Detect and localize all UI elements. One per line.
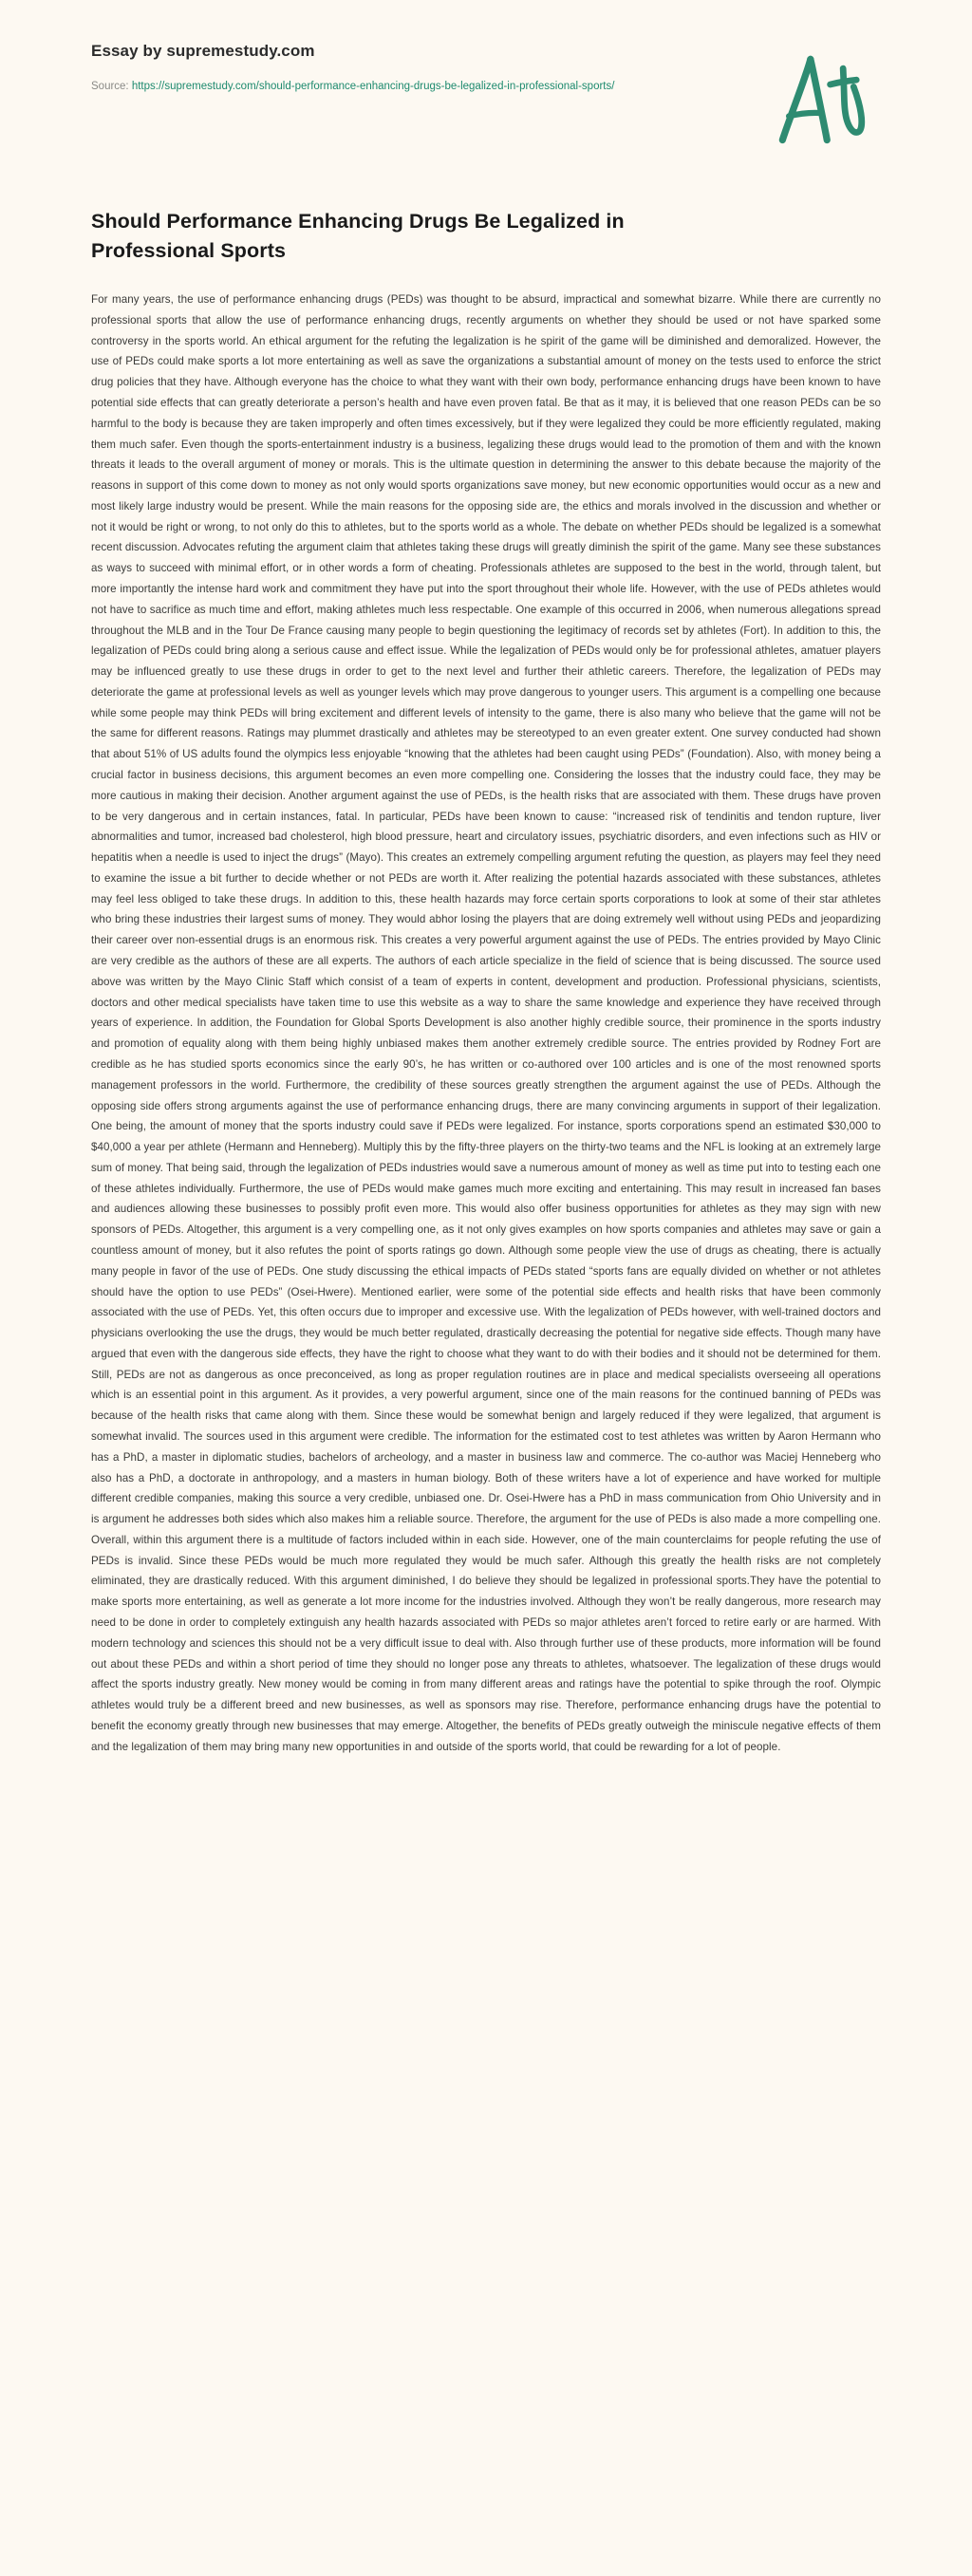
brand-title: Essay by supremestudy.com <box>91 42 315 60</box>
source-url-link[interactable]: https://supremestudy.com/should-performance-enhancing-drugs-be-legalized-in-professional-sports/ <box>131 81 615 93</box>
page-title: Should Performance Enhancing Drugs Be Legalized in Professional Sports <box>91 210 625 262</box>
source-label: Source: <box>91 81 129 93</box>
article-body <box>0 207 972 1815</box>
source-line <box>91 77 614 96</box>
page-header <box>0 0 972 154</box>
header-text-block <box>91 42 614 97</box>
a-plus-logo-icon <box>765 44 875 154</box>
essay-paragraph: For many years, the use of performance enhancing drugs (PEDs) was thought to be absurd, impractical and somewhat bizarre. While there are currently no professional sports that allow the use of performance enhancing drugs, recently arguments on whether they should be used or not have sparked some controversy in the sports world. An ethical argument for the refuting the legalization is he spirit of the game will be diminished and demoralized. However, the use of PEDs could make sports a lot more entertaining as well as save the organizations a substantial amount of money on the tests used to enforce the strict drug policies that they have. Although everyone has the choice to what they want with their own body, performance enhancing drugs have been known to have potential side effects that can greatly deteriorate a person’s health and have even proven fatal. Be that as it may, it is believed that one reason PEDs can be so harmful to the body is because they are taken improperly and often times excessively, but if they were legalized they could be more efficiently regulated, making them much safer. Even though the sports-entertainment industry is a business, legalizing these drugs would lead to the promotion of them and with the known threats it leads to the overall argument of money or morals. This is the ultimate question in determining the answer to this debate because the majority of the reasons in support of this come down to money as not only would sports organizations save money, but new economic opportunities would occur as a new and most likely large industry would be present. While the main reasons for the opposing side are, the ethics and morals involved in the discussion and whether or not it would be right or wrong, to not only do this to athletes, but to the sports world as a whole. The debate on whether PEDs should be legalized is a somewhat recent discussion. Advocates refuting the argument claim that athletes taking these drugs will greatly diminish the spirit of the game. Many see these substances as ways to succeed with minimal effort, or in other words a form of cheating. Professionals athletes are supposed to the best in the world, through talent, but more importantly the intense hard work and commitment they have put into the sport throughout their whole life. However, with the use of PEDs athletes would not have to sacrifice as much time and effort, making athletes much less respectable. One example of this occurred in 2006, when numerous allegations spread throughout the MLB and in the Tour De France causing many people to begin questioning the legitimacy of records set by athletes (Fort). In addition to this, the legalization of PEDs could bring along a serious cause and effect issue. While the legalization of PEDs would only be for professional athletes, amatuer players may be influenced greatly to use these drugs in order to get to the next level and further their athletic careers. Therefore, the legalization of PEDs may deteriorate the game at professional levels as well as younger levels which may prove dangerous to younger users. This argument is a compelling one because while some people may think PEDs will bring excitement and different levels of intensity to the game, there is also many who believe that the game will not be the same for different reasons. Ratings may plummet drastically and athletes may be stereotyped to an even greater extent. One survey conducted had shown that about 51% of US adults found the olympics less enjoyable “knowing that the athletes had been caught using PEDs” (Foundation). Also, with money being a crucial factor in business decisions, this argument becomes an even more compelling one. Considering the losses that the industry could face, they may be more cautious in making their decision. Another argument against the use of PEDs, is the health risks that are associated with them. These drugs have proven to be very dangerous and in certain instances, fatal. In particular, PEDs have been known to cause: “increased risk of tendinitis and tendon rupture, liver abnormalities and tumor, increased bad cholesterol, high blood pressure, heart and circulatory issues, psychiatric disorders, and even infections such as HIV or hepatitis when a needle is used to inject the drugs” (Mayo). This creates an extremely compelling argument refuting the question, as players may feel they need to examine the issue a bit further to decide whether or not PEDs are worth it. After realizing the potential hazards associated with these substances, athletes may feel less obliged to take these drugs. In addition to this, these health hazards may force certain sports corporations to look at some of their star athletes who bring these industries their largest sums of money. They would abhor losing the players that are doing extremely well without using PEDs and jeopardizing their career over non-essential drugs is an enormous risk. This creates a very powerful argument against the use of PEDs. The entries provided by Mayo Clinic are very credible as the authors of these are all experts. The authors of each article specialize in the field of science that is being discussed. The source used above was written by the Mayo Clinic Staff which consist of a team of experts in content, development and production. Professional physicians, scientists, doctors and other medical specialists have taken time to use this website as a way to share the same knowledge and experience they have received through years of experience. In addition, the Foundation for Global Sports Development is also another highly credible source, their prominence in the sports industry and promotion of equality along with them being highly unbiased makes them another extremely credible source. The entries provided by Rodney Fort are credible as he has studied sports economics since the early 90’s, he has written or co-authored over 100 articles and is one of the most renowned sports management professors in the world. Furthermore, the credibility of these sources greatly strengthen the argument against the use of PEDs. Although the opposing side offers strong arguments against the use of performance enhancing drugs, there are many convincing arguments in support of their legalization. One being, the amount of money that the sports industry could save if PEDs were legalized. For instance, sports corporations spend an estimated $30,000 to $40,000 a year per athlete (Hermann and Henneberg). Multiply this by the fifty-three players on the thirty-two teams and the NFL is looking at an extremely large sum of money. That being said, through the legalization of PEDs industries would save a numerous amount of money as well as time put into to testing each one of these athletes individually. Furthermore, the use of PEDs would make games much more exciting and entertaining. This may result in increased fan bases and audiences allowing these businesses to possibly profit even more. This would also offer business opportunities for athletes as they may sign with new sponsors of PEDs. Altogether, this argument is a very compelling one, as it not only gives examples on how sports companies and athletes may save or gain a countless amount of money, but it also refutes the point of sports ratings go down. Although some people view the use of drugs as cheating, there is actually many people in favor of the use of PEDs. One study discussing the ethical impacts of PEDs stated “sports fans are equally divided on whether or not athletes should have the option to use PEDs” (Osei-Hwere). Mentioned earlier, were some of the potential side effects and health risks that have been commonly associated with the use of PEDs. Yet, this often occurs due to improper and excessive use. With the legalization of PEDs however, with well-trained doctors and physicians overlooking the use the drugs, they would be much better regulated, drastically decreasing the potential for negative side effects. Though many have argued that even with the dangerous side effects, they have the right to choose what they want to do with their bodies and it should not be determined for them. Still, PEDs are not as dangerous as once preconceived, as long as proper regulation routines are in place and medical specialists overseeing all operations which is an essential point in this argument. As it provides, a very powerful argument, since one of the main reasons for the continued banning of PEDs was because of the health risks that came along with them. Since these would be somewhat benign and largely reduced if they were legalized, that argument is somewhat invalid. The sources used in this argument were credible. The information for the estimated cost to test athletes was written by Aaron Hermann who has a PhD, a master in diplomatic studies, bachelors of archeology, and a master in business law and commerce. The co-author was Maciej Henneberg who also has a PhD, a doctorate in anthropology, and a masters in human biology. Both of these writers have a lot of experience and have worked for multiple different credible companies, making this source a very credible, unbiased one. Dr. Osei-Hwere has a PhD in mass communication from Ohio University and in is argument he addresses both sides which also makes him a reliable source. Therefore, the argument for the use of PEDs is also made a more compelling one. Overall, within this argument there is a multitude of factors included within in each side. However, one of the main counterclaims for people refuting the use of PEDs is invalid. Since these PEDs would be much more regulated they would be much safer. Although this greatly the health risks are not completely eliminated, they are drastically reduced. With this argument diminished, I do believe they should be legalized in professional sports.They have the potential to make sports more entertaining, as well as generate a lot more income for the industries involved. Although they won’t be really dangerous, more research may need to be done in order to completely extinguish any health hazards associated with PEDs so major athletes aren’t forced to retire early or are harmed. With modern technology and sciences this should not be a very difficult issue to deal with. Also through further use of these products, more information will be found out about these PEDs and within a short period of time they should no longer pose any threats to athletes, whatsoever. The legalization of these drugs would affect the sports industry greatly. New money would be coming in from many different areas and ratings have the potential to spike through the roof. Olympic athletes would truly be a different breed and new businesses, as well as sponsors may rise. Therefore, performance enhancing drugs have the potential to benefit the economy greatly through new businesses that may emerge. Altogether, the benefits of PEDs greatly outweigh the miniscule negative effects of them and the legalization of them may bring many new opportunities in and outside of the sports world, that could be rewarding for a lot of people. <box>91 293 881 1753</box>
